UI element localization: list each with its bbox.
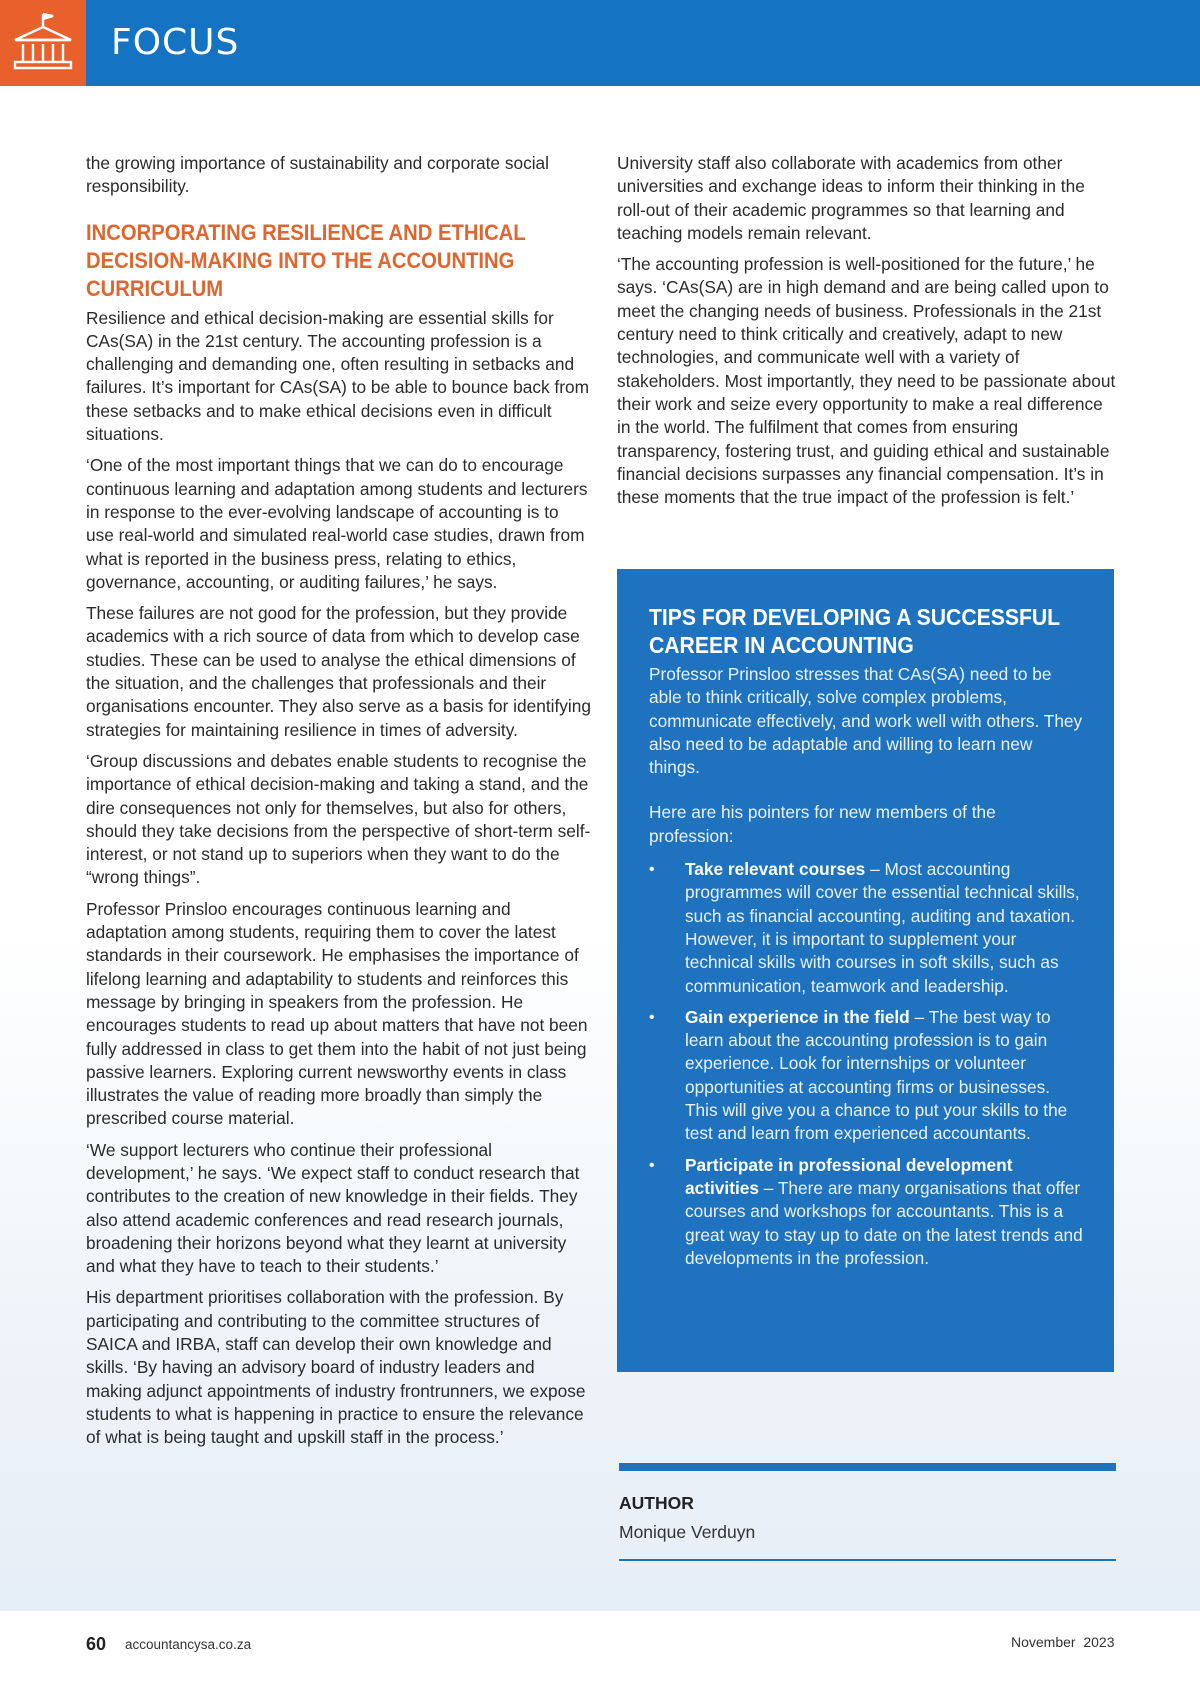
tip-text: – The best way to learn about the accounting profession is to gain experience. Look for internships or volunteer opportunities at accounting firms or businesses. This will give you a chance to put your skills to the test and learn from experienced accountants. bbox=[685, 1006, 1068, 1144]
section-heading: INCORPORATING RESILIENCE AND ETHICAL DECISION-MAKING INTO THE ACCOUNTING CURRICULUM bbox=[86, 219, 526, 301]
tips-heading: TIPS FOR DEVELOPING A SUCCESSFUL CAREER IN ACCOUNTING bbox=[649, 604, 1060, 658]
author-name: Monique Verduyn bbox=[619, 1522, 756, 1542]
tips-sidebar-box bbox=[617, 569, 1114, 1372]
footer-band bbox=[0, 1611, 1200, 1696]
tip-title: Participate in professional development activities bbox=[685, 1154, 1013, 1198]
right-column bbox=[617, 152, 1117, 517]
tip-text: – Most accounting programmes will cover the essential technical skills, such as financial accounting, auditing and taxation. However, it is important to supplement your technical skills with courses in soft skills, such as communication, teamwork and leadership. bbox=[685, 859, 1080, 996]
tips-intro-pointers: Here are his pointers for new members of the profession: bbox=[649, 802, 996, 846]
building-icon bbox=[11, 10, 75, 74]
body-paragraph: University staff also collaborate with academics from other universities and exchange ideas to inform their thinking in the roll-out of their academic programmes so that learning and teaching models remain relevant. bbox=[617, 153, 1085, 243]
tip-title: Take relevant courses bbox=[685, 859, 866, 880]
body-paragraph: ‘We support lecturers who continue their professional development,’ he says. ‘We expect staff to conduct research that contributes to the creation of new knowledge in their fields. They also attend academic conferences and read research journals, broadening their horizons beyond what they learnt at university and what they have to teach to their students.’ bbox=[86, 1139, 580, 1277]
body-paragraph: the growing importance of sustainability and corporate social responsibility. bbox=[86, 153, 550, 197]
body-paragraph: ‘Group discussions and debates enable students to recognise the importance of ethical decision-making and taking a stand, and the dire consequences not only for themselves, but also for others, should they take decisions from the perspective of short-term self-interest, or not stand up to superiors when they want to do the “wrong things”. bbox=[86, 750, 591, 888]
tip-item bbox=[649, 858, 1083, 998]
body-paragraph: Resilience and ethical decision-making are essential skills for CAs(SA) in the 21st century. The accounting profession is a challenging and demanding one, often resulting in setbacks and failures. It’s important for CAs(SA) to be able to bounce back from these setbacks and to make ethical decisions even in difficult situations. bbox=[86, 307, 589, 445]
bullet-icon: • bbox=[649, 861, 655, 879]
footer-issue-date: November 2023 bbox=[1011, 1634, 1115, 1650]
body-paragraph: ‘The accounting profession is well-positioned for the future,’ he says. ‘CAs(SA) are in high demand and are being called upon to meet the changing needs of business. Professionals in the 21st century need to think critically and creatively, adapt to new technologies, and communicate well with a variety of stakeholders. Most importantly, they need to be passionate about their work and seize every opportunity to make a real difference in the world. The fulfilment that comes from ensuring transparency, fostering trust, and guiding ethical and sustainable financial decisions surpasses any financial compensation. It’s in these moments that the true impact of the profession is felt.’ bbox=[617, 254, 1116, 508]
footer-website: accountancysa.co.za bbox=[125, 1637, 252, 1652]
tip-text: – There are many organisations that offer courses and workshops for accountants. This is a great way to stay up to date on the latest trends and developments in the profession. bbox=[685, 1177, 1083, 1268]
tip-item bbox=[649, 1006, 1083, 1146]
tips-list bbox=[649, 858, 1083, 1270]
bullet-icon: • bbox=[649, 1156, 655, 1174]
section-title: FOCUS bbox=[111, 22, 240, 63]
tips-intro: Professor Prinsloo stresses that CAs(SA) need to be able to think critically, solve complex problems, communicate effectively, and work well with others. They also need to be adaptable and willing to learn new things. bbox=[649, 664, 1083, 778]
author-top-rule bbox=[619, 1463, 1116, 1471]
author-label: AUTHOR bbox=[619, 1493, 694, 1513]
tip-item bbox=[649, 1154, 1083, 1270]
author-block bbox=[619, 1463, 1116, 1561]
body-paragraph: Professor Prinsloo encourages continuous learning and adaptation among students, requiring them to cover the latest standards in their coursework. He emphasises the importance of lifelong learning and adaptability to students and reinforces this message by bringing in speakers from the profession. He encourages students to read up about matters that have not been fully addressed in class to get them into the habit of not just being passive learners. Exploring current newsworthy events in class illustrates the value of reading more broadly than simply the prescribed course material. bbox=[86, 898, 588, 1129]
section-icon-box bbox=[0, 0, 86, 86]
left-column bbox=[86, 152, 591, 1458]
author-bottom-rule bbox=[619, 1559, 1116, 1561]
tip-title: Gain experience in the field bbox=[685, 1006, 910, 1027]
page-number: 60 bbox=[86, 1634, 107, 1654]
bullet-icon: • bbox=[649, 1008, 655, 1026]
body-paragraph: ‘One of the most important things that we can do to encourage continuous learning and adaptation among students and lecturers in response to the ever-evolving landscape of accounting is to use real-world and simulated real-world case studies, drawn from what is reported in the business press, relating to ethics, governance, accounting, or auditing failures,’ he says. bbox=[86, 455, 588, 592]
header-bar bbox=[0, 0, 1200, 86]
body-paragraph: These failures are not good for the profession, but they provide academics with a rich source of data from which to develop case studies. These can be used to analyse the ethical dimensions of the situation, and the challenges that professionals and their organisations encounter. They also serve as a basis for identifying strategies for maintaining resilience in times of adversity. bbox=[86, 603, 591, 740]
body-paragraph: His department prioritises collaboration with the profession. By participating and contributing to the committee structures of SAICA and IRBA, staff can develop their own knowledge and skills. ‘By having an advisory board of industry leaders and making adjunct appointments of industry frontrunners, we expose students to what is happening in practice to ensure the relevance of what is being taught and upskill staff in the process.’ bbox=[86, 1287, 586, 1448]
